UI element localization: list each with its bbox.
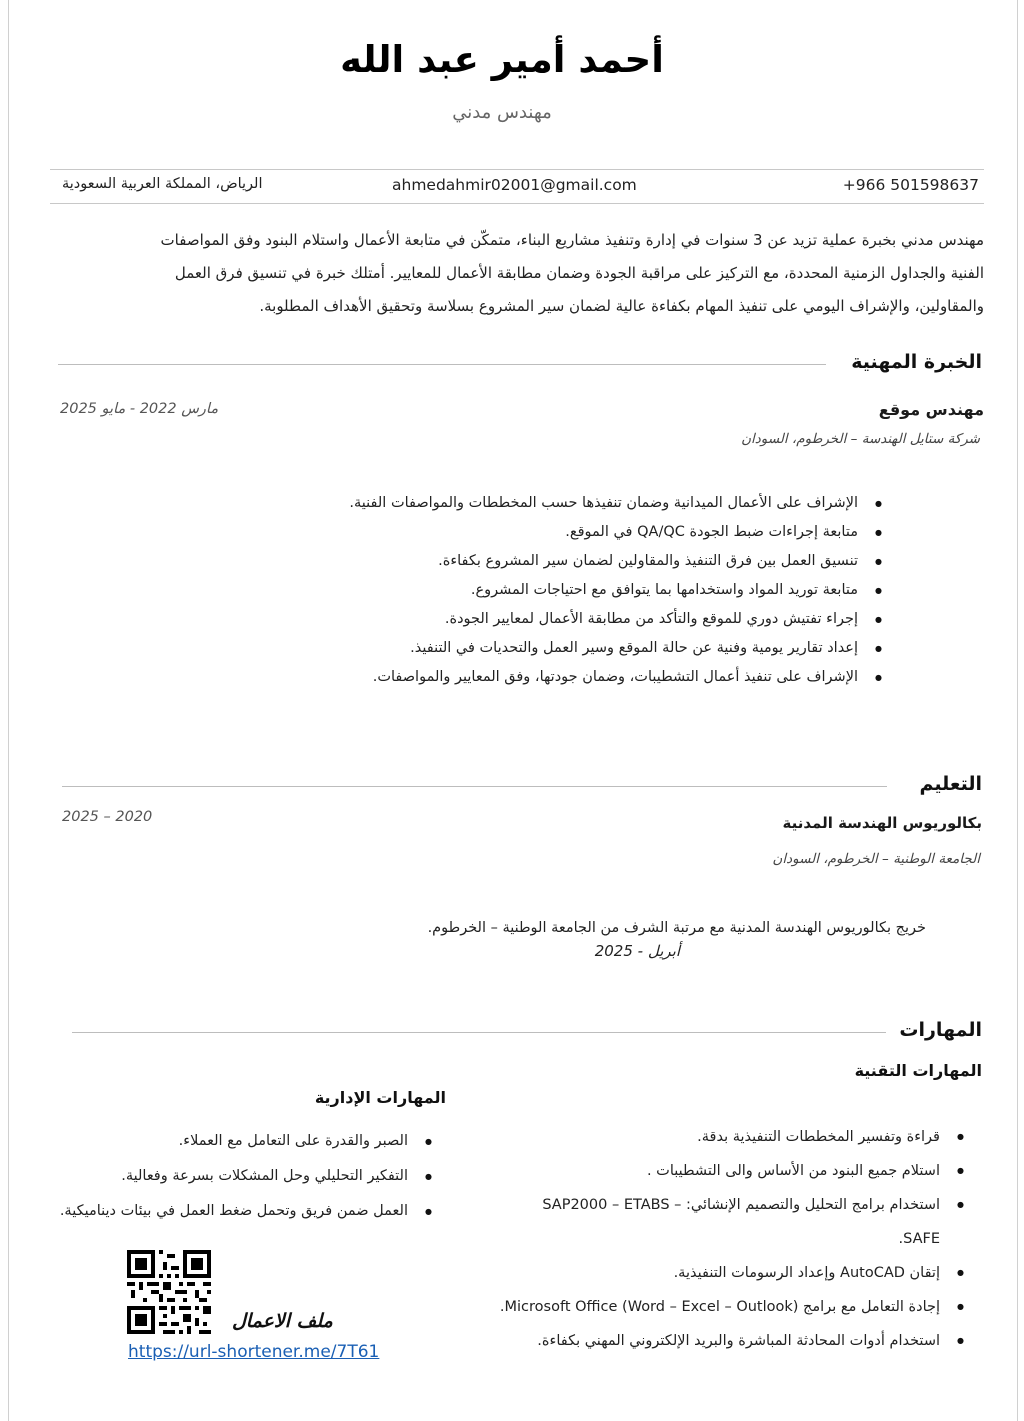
graduation-date: أبريل - 2025 — [594, 942, 680, 960]
list-item: ● متابعة إجراءات ضبط الجودة QA/QC في الموقع. — [186, 518, 886, 547]
experience-date: مارس 2022 - مايو 2025 — [60, 401, 219, 417]
experience-company: شركة ستايل الهندسة – الخرطوم، السودان — [741, 431, 980, 447]
experience-role: مهندس موقع — [878, 400, 984, 419]
list-item: ● العمل ضمن فريق وتحمل ضغط العمل في بيئات ديناميكية. — [56, 1194, 436, 1229]
location: الرياض، المملكة العربية السعودية — [62, 176, 263, 192]
education-institution: الجامعة الوطنية – الخرطوم، السودان — [772, 851, 980, 867]
education-date: 2020 – 2025 — [62, 809, 153, 825]
job-title: مهندس مدني — [452, 102, 552, 123]
portfolio-label: ملف الاعمال — [232, 1310, 333, 1332]
experience-section-line — [58, 364, 826, 365]
contact-top-divider — [50, 169, 984, 170]
professional-summary — [54, 224, 984, 323]
list-item: ● الإشراف على تنفيذ أعمال التشطيبات، وضمان جودتها، وفق المعايير والمواصفات. — [186, 663, 886, 692]
list-item: ● التفكير التحليلي وحل المشكلات بسرعة وفعالية. — [56, 1159, 436, 1194]
list-item: ● استخدام أدوات المحادثة المباشرة والبريد الإلكتروني المهني بكفاءة. — [498, 1324, 968, 1358]
list-item: ● متابعة توريد المواد واستخدامها بما يتوافق مع احتياجات المشروع. — [186, 576, 886, 605]
experience-duties-list — [186, 489, 886, 692]
list-item: ● الإشراف على الأعمال الميدانية وضمان تنفيذها حسب المخططات والمواصفات الفنية. — [186, 489, 886, 518]
phone-number: +966 501598637 — [842, 176, 979, 194]
portfolio-link[interactable]: https://url-shortener.me/7T61 — [128, 1342, 380, 1362]
candidate-name: أحمد أمير عبد الله — [340, 38, 664, 81]
list-item: ● استخدام برامج التحليل والتصميم الإنشائي: SAP2000 – ETABS – SAFE. — [498, 1188, 968, 1256]
list-item: ● إتقان AutoCAD وإعداد الرسومات التنفيذية. — [498, 1256, 968, 1290]
contact-bottom-divider — [50, 203, 984, 204]
qr-code-icon — [127, 1250, 211, 1334]
education-section-title: التعليم — [919, 773, 982, 795]
page-edge-left — [8, 0, 9, 1421]
list-item: ● استلام جميع البنود من الأساس والى التشطيبات . — [498, 1154, 968, 1188]
technical-skills-list — [498, 1120, 968, 1358]
education-degree: بكالوريوس الهندسة المدنية — [782, 814, 982, 832]
list-item: ● تنسيق العمل بين فرق التنفيذ والمقاولين لضمان سير المشروع بكفاءة. — [186, 547, 886, 576]
experience-section-title: الخبرة المهنية — [851, 351, 982, 373]
list-item: ● إجراء تفتيش دوري للموقع والتأكد من مطابقة الأعمال لمعايير الجودة. — [186, 605, 886, 634]
summary-line: مهندس مدني بخبرة عملية تزيد عن 3 سنوات في إدارة وتنفيذ مشاريع البناء، متمكّن في متابعة الأعمال واستلام البنود وفق المواصفات — [160, 231, 984, 249]
list-item: ● إجادة التعامل مع برامج Microsoft Office (Word – Excel – Outlook). — [498, 1290, 968, 1324]
page-edge-right — [1017, 0, 1018, 1421]
email-address: ahmedahmir02001@gmail.com — [392, 176, 637, 194]
admin-skills-title: المهارات الإدارية — [314, 1088, 446, 1107]
skills-section-title: المهارات — [899, 1019, 982, 1041]
list-item: ● قراءة وتفسير المخططات التنفيذية بدقة. — [498, 1120, 968, 1154]
admin-skills-list — [56, 1124, 436, 1229]
summary-line: والمقاولين، والإشراف اليومي على تنفيذ المهام بكفاءة عالية لضمان سير المشروع بسلاسة وتحقيق الأهداف المطلوبة. — [259, 297, 984, 315]
technical-skills-title: المهارات التقنية — [854, 1061, 982, 1080]
list-item: ● إعداد تقارير يومية وفنية عن حالة الموقع وسير العمل والتحديات في التنفيذ. — [186, 634, 886, 663]
skills-section-line — [72, 1032, 886, 1033]
list-item: ● الصبر والقدرة على التعامل مع العملاء. — [56, 1124, 436, 1159]
summary-line: الفنية والجداول الزمنية المحددة، مع التركيز على مراقبة الجودة وضمان مطابقة الأعمال للمعايير. أمتلك خبرة في تنسيق فرق العمل — [174, 264, 984, 282]
education-section-line — [62, 786, 887, 787]
degree-note: خريج بكالوريوس الهندسة المدنية مع مرتبة الشرف من الجامعة الوطنية – الخرطوم. — [427, 920, 926, 936]
